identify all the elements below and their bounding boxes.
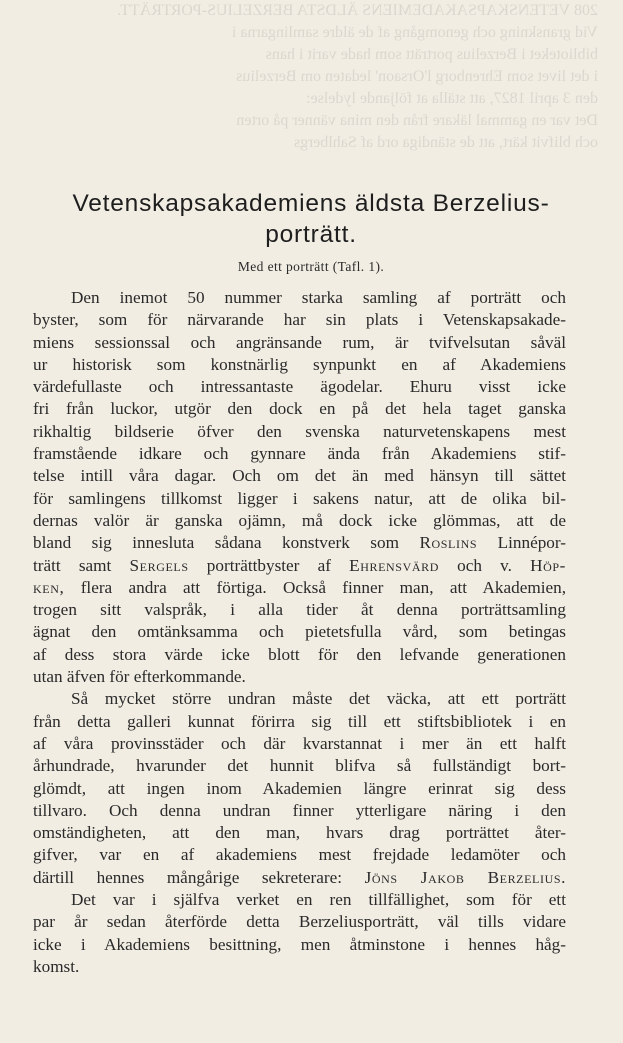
person-name-hopken: Höp-	[530, 555, 567, 575]
text-line: värdefullaste och intressantaste ägodelar. Ehuru visst icke	[33, 377, 566, 397]
text-fragment: trätt samt	[33, 555, 112, 575]
text-line: par år sedan återförde detta Berzeliusporträtt, väl tills vidare	[33, 912, 566, 932]
text-line: Den inemot 50 nummer starka samling af porträtt och	[71, 288, 566, 307]
text-line: gifver, var en af akademiens mest frejdade ledamöter och	[33, 845, 566, 865]
bleed-line: Vid granskning och genomgång af de äldre samlingarna i	[231, 24, 598, 41]
text-line: af dess stora värde icke blott för den lefvande generationen	[33, 644, 566, 664]
bleed-line: 208 VETENSKAPSAKADEMIENS ÄLDSTA BERZELIUS-PORTRÄTT.	[117, 2, 598, 19]
text-line: utan äfven för efterkommande.	[33, 667, 246, 687]
text-line: omständigheten, att den man, hvars drag porträttet åter-	[33, 823, 566, 843]
text-line: ägnat den omtänksamma och pietetsfulla vård, som betingas	[33, 622, 566, 642]
bleed-line: i det livet som Ehrenborg l'Orsaon' ledaten om Berzelius	[236, 68, 598, 85]
text-line: trogen sitt valspråk, i alla tider åt denna porträttsamling	[33, 600, 566, 620]
text-line: århundrade, hvarunder det hunnit blifva så fullständigt bort-	[33, 756, 566, 776]
text-line	[33, 555, 566, 577]
person-name-berzelius: Jöns Jakob Berzelius.	[364, 867, 567, 887]
text-line: från detta galleri kunnat förirra sig till ett stiftsbibliotek i en	[33, 711, 566, 731]
person-name-sergel: Sergels	[129, 555, 189, 575]
bleed-through-text	[0, 0, 623, 160]
text-fragment: och v.	[457, 555, 512, 575]
text-line: tillvaro. Och denna undran finner ytterligare näring i den	[33, 800, 566, 820]
text-line	[33, 867, 566, 889]
text-fragment: flera andra att förtiga. Också finner man, att Akademien,	[80, 577, 566, 597]
text-line: för samlingens tillkomst ligger i sakens natur, att de olika bil-	[33, 488, 566, 508]
text-line: af våra provinsstäder och där kvarstannat i mer än ett halft	[33, 733, 566, 753]
article-title-line2: porträtt.	[265, 221, 357, 248]
bleed-line: Det var en gammal läkare från den mina vänner på orten	[236, 112, 598, 129]
text-line	[33, 532, 566, 554]
text-line: fri från luckor, utgör den dock en på det hela taget ganska	[33, 399, 566, 419]
bleed-line: biblioteket i Berzelius porträtt som hade varit i hans	[265, 46, 598, 63]
person-name-hopken-end: ken,	[33, 577, 65, 597]
bleed-line: den 3 april 1827, att ställa at följande lydelse:	[306, 90, 598, 107]
bleed-line: och blifvit kärt, att de ständiga ord af Sahlbergs	[293, 134, 598, 151]
text-line: dernas valör är ganska ojämn, må dock icke glömmas, att de	[33, 510, 566, 530]
text-line: telse intill våra dagar. Och om det än med hänsyn till sättet	[33, 466, 566, 486]
text-line: ur historisk som konstnärlig synpunkt en af Akademiens	[33, 354, 566, 374]
person-name-roslin: Roslins	[419, 533, 478, 553]
text-line: framstående idkare och gynnare ända från Akademiens stif-	[33, 444, 566, 464]
text-line	[33, 577, 566, 599]
text-line: icke i Akademiens besittning, men åtminstone i hennes håg-	[33, 934, 566, 954]
text-fragment: Linnépor-	[497, 533, 567, 553]
text-line: byster, som för närvarande har sin plats i Vetenskapsakade-	[33, 310, 566, 330]
text-line: Så mycket större undran måste det väcka, att ett porträtt	[71, 689, 566, 709]
article-body	[33, 287, 566, 978]
article-title	[30, 188, 592, 250]
person-name-ehrensvard: Ehrensvärd	[349, 555, 439, 575]
article-subtitle: Med ett porträtt (Tafl. 1).	[237, 259, 385, 274]
text-line: Det var i själfva verket en ren tillfällighet, som för ett	[71, 890, 566, 910]
text-line: miens sessionssal och angränsande rum, är tvifvelsutan såväl	[33, 332, 566, 352]
text-line: glömdt, att ingen inom Akademien längre erinrat sig dess	[33, 778, 566, 798]
text-fragment: porträttbyster af	[206, 555, 331, 575]
text-line: rikhaltig bildserie öfver den svenska naturvetenskapens mest	[33, 421, 566, 441]
text-fragment: bland sig innesluta sådana konstverk som	[33, 533, 399, 553]
text-line: komst.	[33, 956, 80, 976]
article-title-line1: Vetenskapsakademiens äldsta Berzelius-	[72, 190, 550, 217]
text-fragment: därtill hennes mångårige sekreterare:	[33, 867, 343, 887]
